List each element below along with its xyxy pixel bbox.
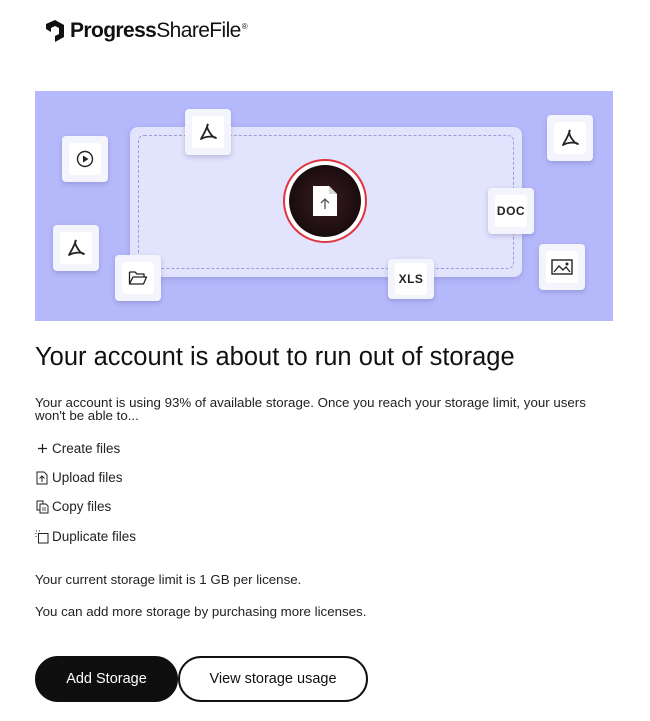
folder-icon (128, 269, 148, 287)
image-icon (551, 258, 573, 276)
page-title: Your account is about to run out of storage (35, 343, 515, 371)
plus-icon (35, 443, 49, 454)
pdf-tile-top-inner (192, 116, 224, 148)
duplicate-icon (35, 530, 49, 544)
feature-label: Upload files (52, 470, 123, 485)
brand-name (70, 19, 247, 43)
pdf-icon (66, 238, 86, 258)
add-storage-button[interactable]: Add Storage (35, 656, 178, 702)
progress-sharefile-logo (44, 18, 247, 44)
trademark-symbol: ® (241, 22, 248, 31)
xls-tile-inner (395, 263, 427, 295)
purchase-note: You can add more storage by purchasing more licenses. (35, 604, 367, 619)
xls-tile (388, 259, 434, 299)
feature-upload-files (35, 470, 123, 485)
folder-tile-inner (122, 262, 154, 294)
pdf-tile-right (547, 115, 593, 161)
doc-tile-inner (495, 195, 527, 227)
feature-label: Copy files (52, 499, 112, 514)
hero-illustration (35, 91, 613, 321)
feature-create-files (35, 441, 120, 456)
video-tile (62, 136, 108, 182)
doc-tile (488, 188, 534, 234)
progress-logo-icon (44, 20, 66, 42)
upload-circle (289, 165, 361, 237)
image-tile-inner (546, 251, 578, 283)
pdf-icon (198, 122, 218, 142)
pdf-tile-right-inner (554, 122, 586, 154)
image-tile (539, 244, 585, 290)
feature-copy-files (35, 499, 111, 514)
storage-limit-note: Your current storage limit is 1 GB per license. (35, 572, 302, 587)
brand-name-bold: Progress (70, 19, 157, 42)
storage-usage-message: Your account is using 93% of available storage. Once you reach your storage limit, your users won't be able to... (35, 395, 586, 423)
upload-file-icon (311, 184, 339, 218)
pdf-tile-top (185, 109, 231, 155)
xls-label: XLS (398, 272, 424, 286)
pdf-tile-left (53, 225, 99, 271)
feature-label: Duplicate files (52, 529, 137, 544)
doc-label: DOC (496, 204, 526, 218)
pdf-icon (560, 128, 580, 148)
pdf-tile-left-inner (60, 232, 92, 264)
view-storage-usage-button[interactable]: View storage usage (178, 656, 368, 702)
copy-icon (35, 500, 49, 514)
folder-tile (115, 255, 161, 301)
upload-icon (35, 471, 49, 485)
feature-duplicate-files (35, 529, 136, 544)
video-tile-inner (69, 143, 101, 175)
upload-button-illustration (283, 159, 367, 243)
feature-label: Create files (52, 441, 121, 456)
brand-name-light: ShareFile (156, 19, 241, 42)
play-icon (76, 150, 94, 168)
